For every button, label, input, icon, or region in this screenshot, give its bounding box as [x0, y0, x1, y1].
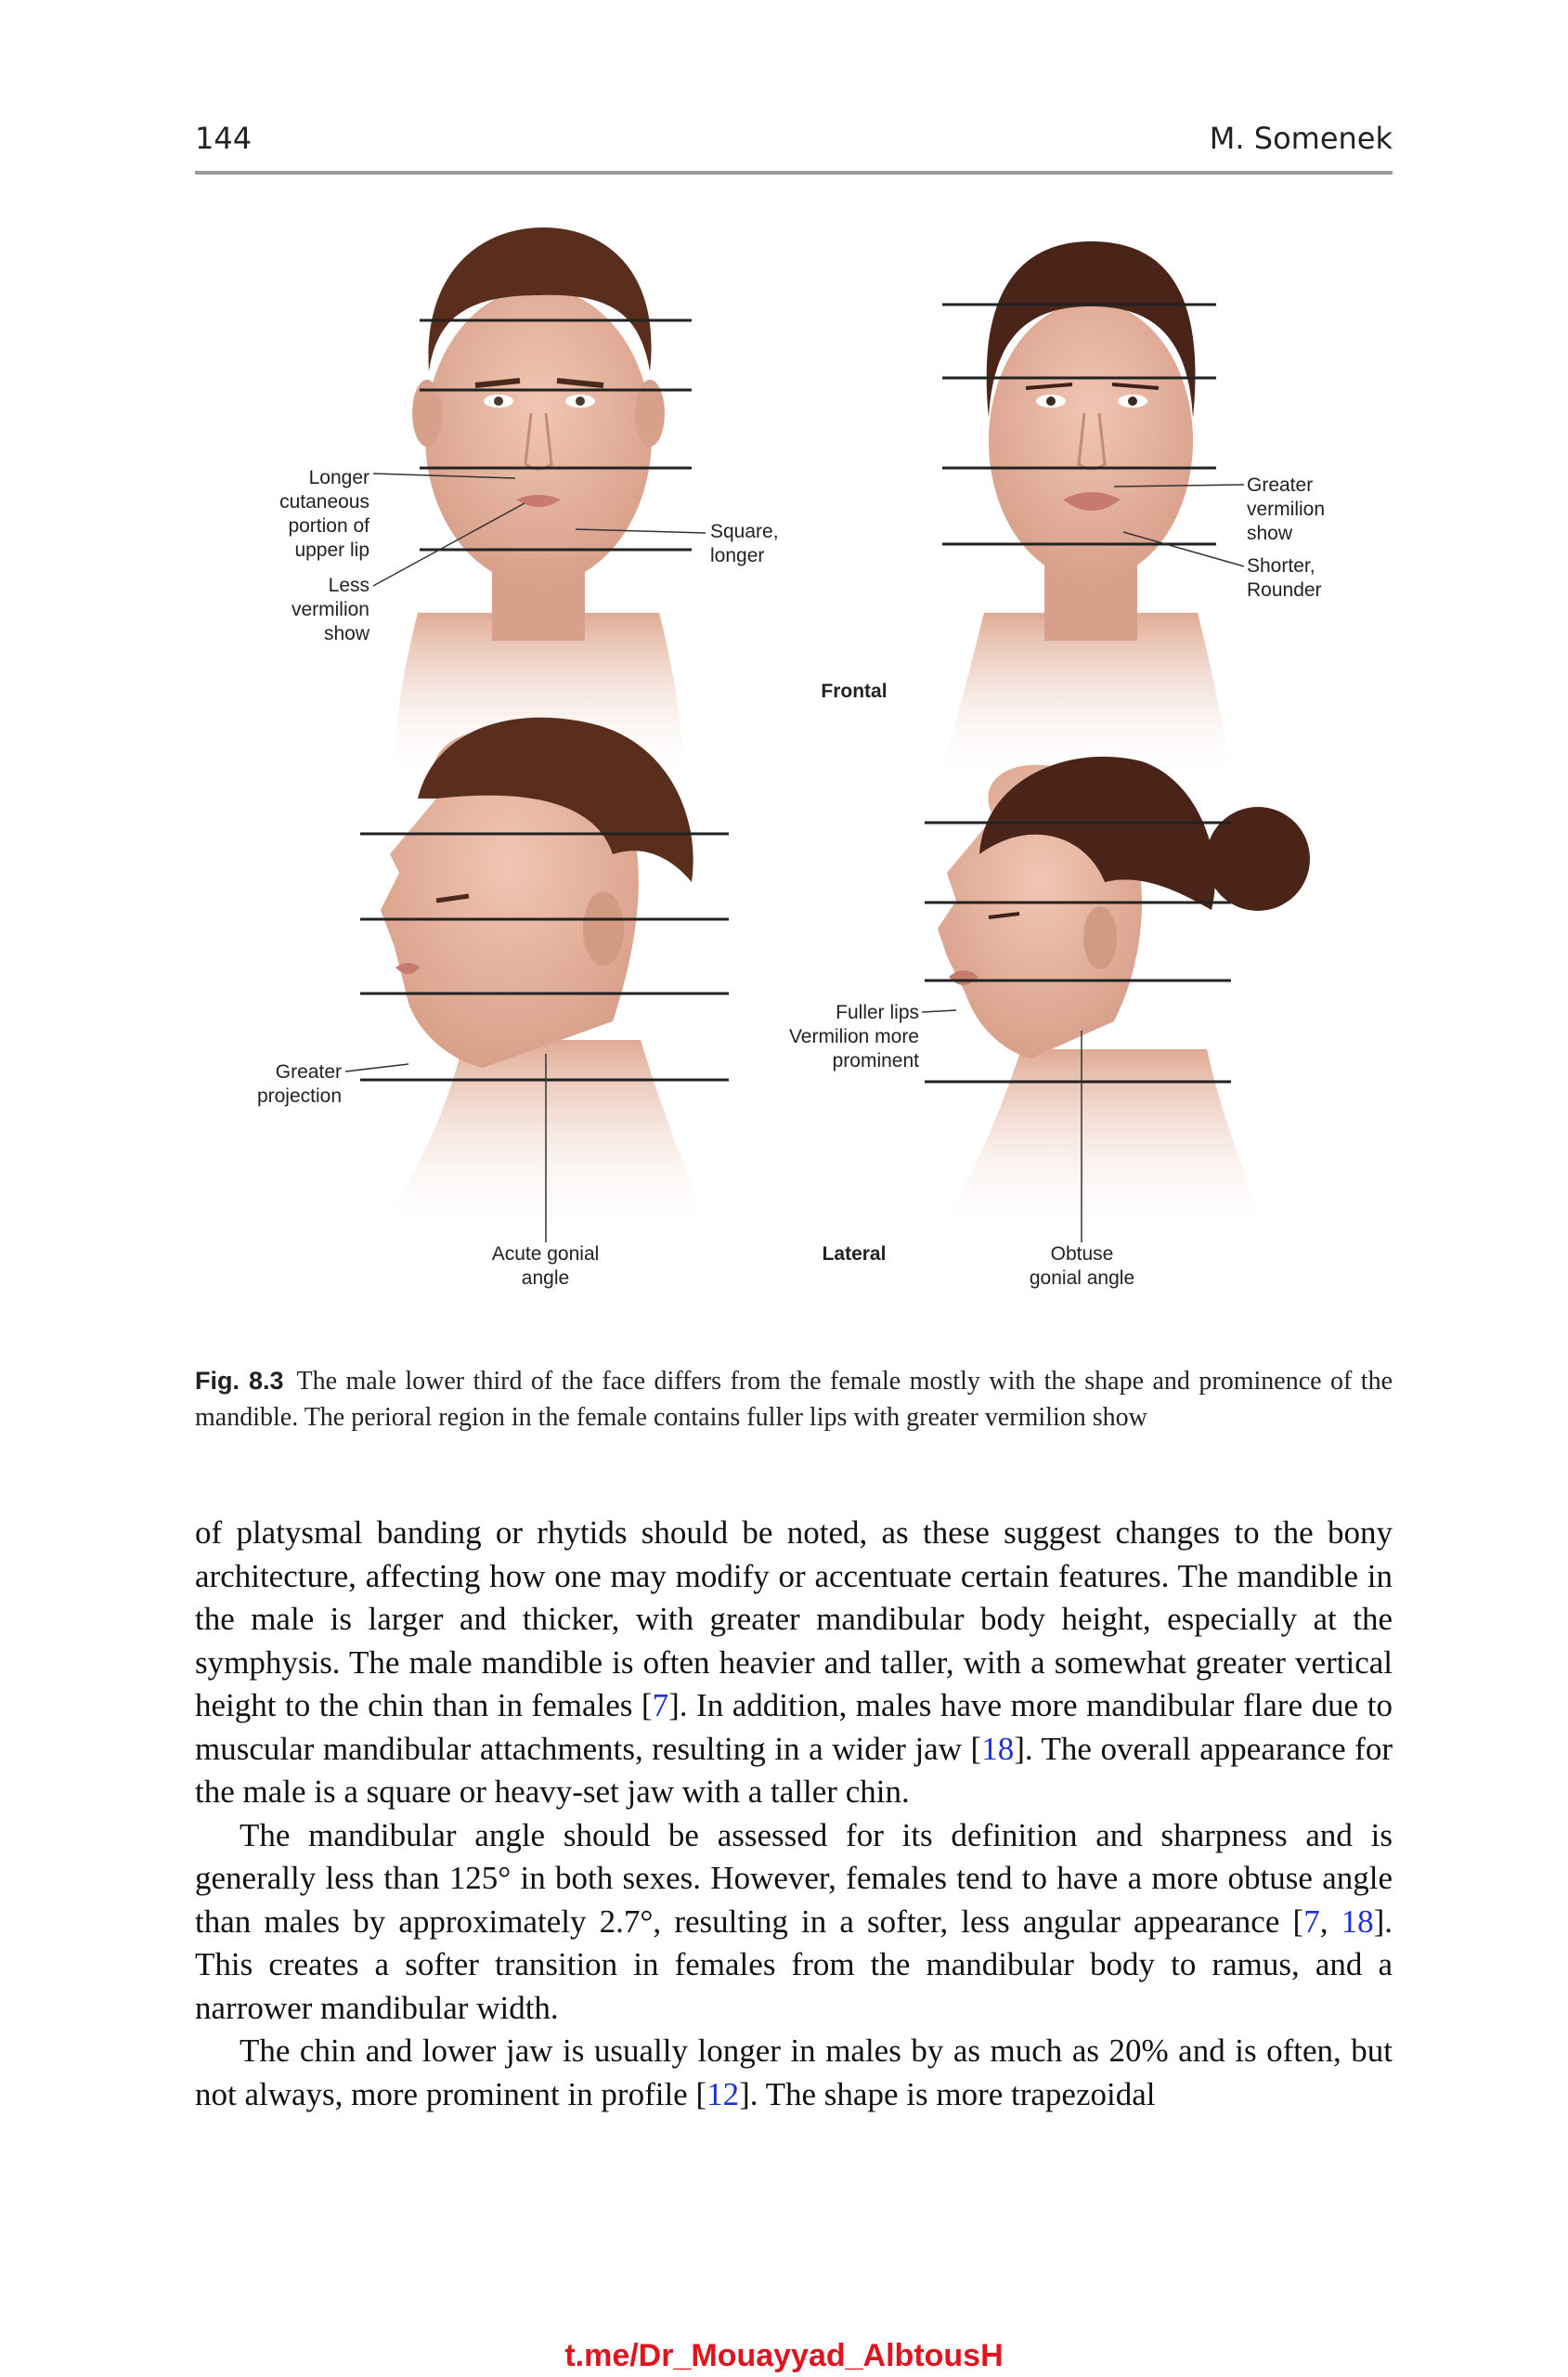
page-number: 144 [195, 121, 253, 156]
female-frontal-face [938, 241, 1235, 780]
label-greater-vermilion: Greater vermilion show [1247, 474, 1326, 544]
label-obtuse-gonial: Obtuse gonial angle [1029, 1243, 1135, 1289]
label-greater-projection: Greater projection [256, 1061, 342, 1107]
label-square-longer: Square, longer [710, 521, 779, 566]
citation-link[interactable]: 18 [981, 1730, 1015, 1767]
paragraph-3: The chin and lower jaw is usually longer in males by as much as 20% and is often, but not always, more prominent in profile [12]. The shape is more trapezoidal [195, 2033, 1393, 2112]
watermark-link[interactable]: t.me/Dr_Mouayyad_AlbtousH [564, 2338, 1004, 2373]
label-fuller-lips: Fuller lips Vermilion more prominent [788, 1002, 919, 1072]
citation-link[interactable]: 18 [1341, 1903, 1374, 1940]
label-acute-gonial: Acute gonial angle [491, 1243, 600, 1289]
label-less-vermilion: Less vermilion show [291, 575, 369, 644]
face-illustration [0, 204, 1568, 1337]
label-lateral: Lateral [822, 1243, 887, 1265]
label-shorter-rounder: Shorter, Rounder [1247, 555, 1322, 601]
paragraph-2: The mandibular angle should be assessed for its definition and sharpness and is generally less than 125° in both sexes. However, females tend to have a more obtuse angle than males by approximately 2.7°, resulting in a softer, less angular appearance [7, 18]. This creates a softer transition in females from the mandibular body to ramus, and a narrower mandibular width. [195, 1816, 1393, 2026]
figure-caption [195, 1363, 1393, 1435]
page-header [195, 121, 1393, 167]
paragraph-1: of platysmal banding or rhytids should be noted, as these suggest changes to the bony architecture, affecting how one may modify or accentuate certain features. The mandible in the male is larger and thicker, with greater mandibular body height, especially at the symphysis. The male mandible is often heavier and taller, with a somewhat greater vertical height to the chin than in females [7]. In addition, males have more mandibular flare due to muscular mandibular attachments, resulting in a wider jaw [18]. The overall appearance for the male is a square or heavy-set jaw with a taller chin. [195, 1514, 1393, 1810]
figure-8-3 [0, 204, 1568, 1337]
citation-link[interactable]: 7 [1303, 1903, 1320, 1940]
caption-text: The male lower third of the face differs from the female mostly with the shape and prominence of the mandible. The perioral region in the female contains fuller lips with greater vermilion show [195, 1367, 1393, 1432]
body-text [195, 1512, 1393, 2116]
citation-link[interactable]: 12 [706, 2075, 740, 2112]
label-longer-cutaneous: Longer cutaneous portion of upper lip [279, 467, 369, 561]
citation-link[interactable]: 7 [652, 1687, 669, 1723]
label-frontal: Frontal [821, 681, 888, 702]
male-lateral-face [381, 718, 706, 1235]
running-head: M. Somenek [1209, 121, 1393, 156]
female-lateral-face [938, 757, 1310, 1235]
header-rule [195, 171, 1393, 175]
male-frontal-face [390, 227, 687, 780]
figure-number: Fig. 8.3 [195, 1367, 284, 1395]
